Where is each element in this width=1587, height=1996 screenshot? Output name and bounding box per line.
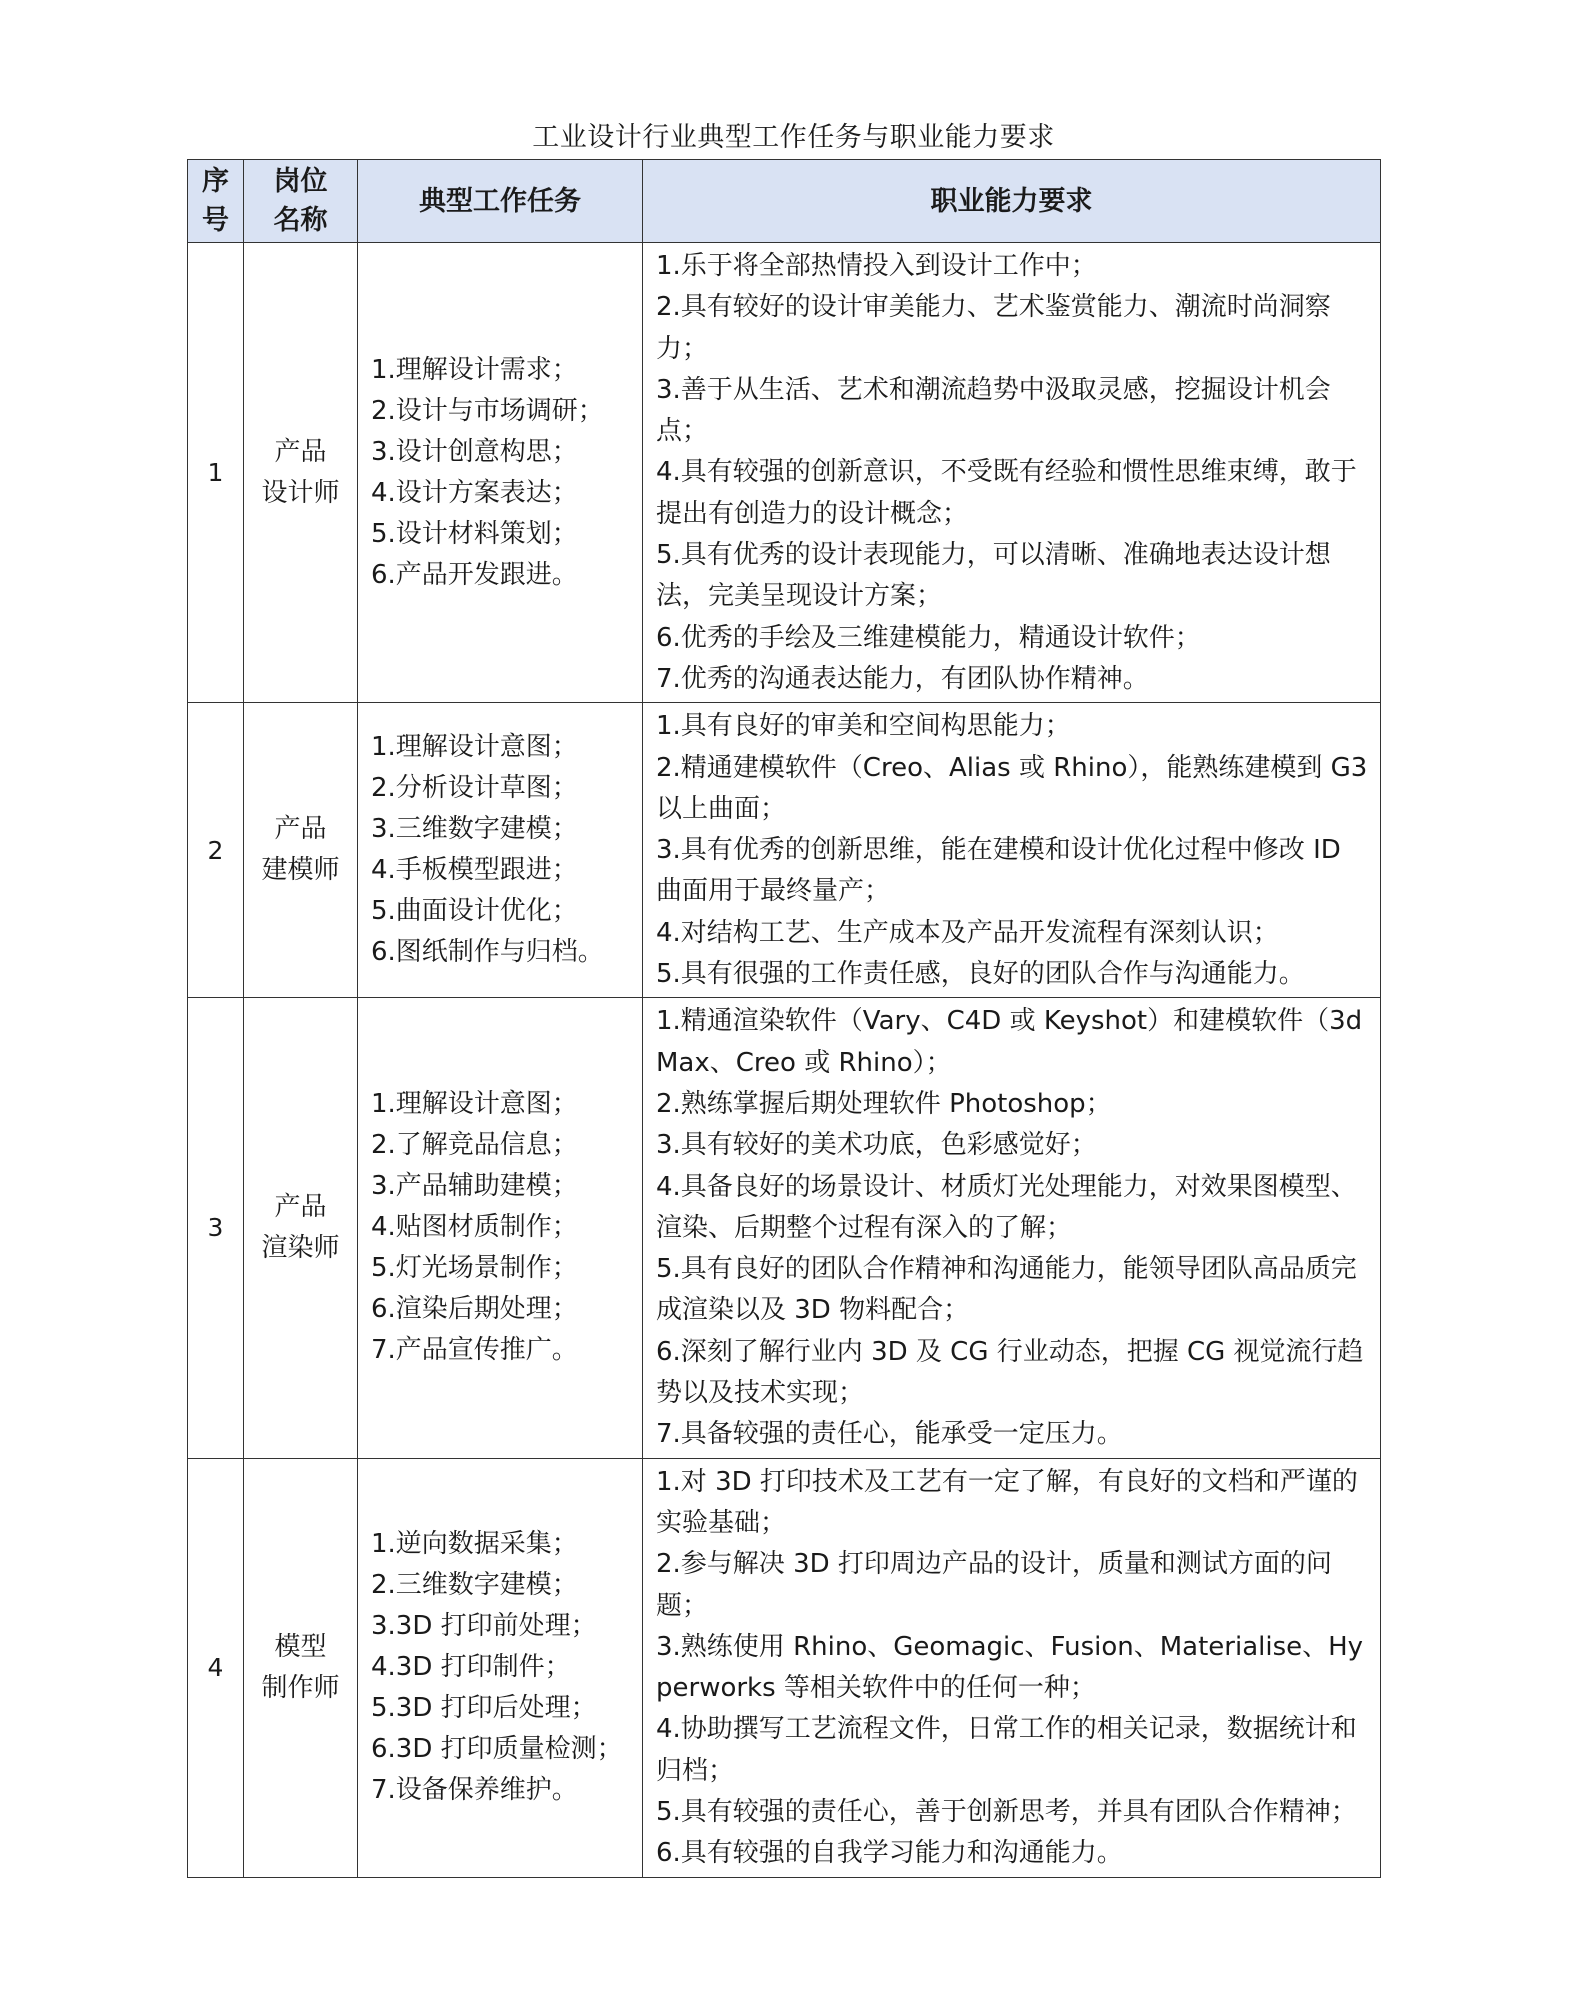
requirement-list — [643, 243, 1381, 703]
task-list — [358, 998, 643, 1458]
task-item: 3.产品辅助建模； — [371, 1171, 578, 1202]
task-list — [358, 1458, 643, 1877]
task-item: 1.理解设计意图； — [371, 1089, 578, 1120]
row-number: 4 — [188, 1458, 244, 1877]
requirement-item: 1.乐于将全部热情投入到设计工作中； — [656, 251, 1097, 281]
task-item: 1.逆向数据采集； — [371, 1529, 578, 1560]
task-item: 7.设备保养维护。 — [371, 1775, 578, 1806]
requirement-list — [643, 1458, 1381, 1877]
requirement-item: 3.具有较好的美术功底，色彩感觉好； — [656, 1130, 1097, 1161]
task-list — [358, 703, 643, 998]
task-item: 3.3D 打印前处理； — [371, 1611, 597, 1642]
header-position: 岗位 名称 — [244, 160, 358, 243]
requirement-list — [643, 998, 1381, 1458]
requirement-item: 2.具有较好的设计审美能力、艺术鉴赏能力、潮流时尚洞察力； — [656, 292, 1331, 364]
requirement-item: 1.精通渲染软件（Vary、C4D 或 Keyshot）和建模软件（3dMax、Creo 或 Rhino）； — [656, 1006, 1363, 1078]
position-name: 模型 制作师 — [244, 1458, 358, 1877]
task-item: 2.三维数字建模； — [371, 1570, 578, 1601]
task-item: 2.分析设计草图； — [371, 773, 578, 804]
task-item: 5.3D 打印后处理； — [371, 1693, 597, 1724]
table-row — [188, 1458, 1381, 1877]
requirement-item: 4.对结构工艺、生产成本及产品开发流程有深刻认识； — [656, 917, 1279, 948]
task-item: 7.产品宣传推广。 — [371, 1335, 578, 1366]
requirement-item: 2.参与解决 3D 打印周边产品的设计，质量和测试方面的问题； — [656, 1549, 1332, 1621]
requirement-item: 5.具有优秀的设计表现能力，可以清晰、准确地表达设计想法，完美呈现设计方案； — [656, 540, 1331, 612]
requirement-item: 6.优秀的手绘及三维建模能力，精通设计软件； — [656, 622, 1201, 653]
task-item: 3.设计创意构思； — [371, 436, 578, 467]
requirement-item: 4.具有较强的创新意识，不受既有经验和惯性思维束缚，敢于提出有创造力的设计概念； — [656, 457, 1357, 529]
task-item: 4.设计方案表达； — [371, 477, 578, 508]
task-item: 3.三维数字建模； — [371, 814, 578, 845]
task-item: 5.设计材料策划； — [371, 518, 578, 549]
header-requirements: 职业能力要求 — [643, 160, 1381, 243]
requirement-item: 7.具备较强的责任心，能承受一定压力。 — [656, 1419, 1123, 1450]
document-title: 工业设计行业典型工作任务与职业能力要求 — [532, 122, 1055, 153]
task-item: 5.曲面设计优化； — [371, 896, 578, 927]
task-item: 5.灯光场景制作； — [371, 1253, 578, 1284]
requirement-item: 1.对 3D 打印技术及工艺有一定了解，有良好的文档和严谨的实验基础； — [656, 1466, 1358, 1538]
requirement-item: 6.深刻了解行业内 3D 及 CG 行业动态，把握 CG 视觉流行趋势以及技术实现； — [656, 1336, 1364, 1409]
task-item: 4.3D 打印制件； — [371, 1652, 571, 1683]
task-item: 6.图纸制作与归档。 — [371, 937, 604, 968]
position-name: 产品 建模师 — [244, 703, 358, 998]
task-item: 1.理解设计意图； — [371, 732, 578, 763]
header-tasks: 典型工作任务 — [358, 160, 643, 243]
task-item: 6.3D 打印质量检测； — [371, 1734, 623, 1765]
table-row — [188, 243, 1381, 703]
requirement-item: 4.具备良好的场景设计、材质灯光处理能力，对效果图模型、渲染、后期整个过程有深入的了解； — [656, 1171, 1357, 1243]
task-item: 1.理解设计需求； — [371, 354, 578, 385]
table-header-row — [188, 160, 1381, 243]
requirement-item: 7.优秀的沟通表达能力，有团队协作精神。 — [656, 663, 1149, 694]
table-row — [188, 703, 1381, 998]
requirement-item: 3.熟练使用 Rhino、Geomagic、Fusion、Materialise、Hyperworks 等相关软件中的任何一种； — [656, 1631, 1364, 1704]
task-item: 6.渲染后期处理； — [371, 1294, 578, 1325]
task-item: 4.贴图材质制作； — [371, 1212, 578, 1243]
requirement-item: 3.具有优秀的创新思维，能在建模和设计优化过程中修改 ID 曲面用于最终量产； — [656, 835, 1341, 907]
header-num: 序 号 — [188, 160, 244, 243]
row-number: 2 — [188, 703, 244, 998]
requirement-item: 1.具有良好的审美和空间构思能力； — [656, 711, 1071, 742]
table-row — [188, 998, 1381, 1458]
requirement-item: 5.具有良好的团队合作精神和沟通能力，能领导团队高品质完成渲染以及 3D 物料配合； — [656, 1254, 1357, 1326]
task-item: 2.了解竞品信息； — [371, 1130, 578, 1161]
task-item: 4.手板模型跟进； — [371, 855, 578, 886]
requirement-item: 6.具有较强的自我学习能力和沟通能力。 — [656, 1838, 1123, 1869]
job-requirements-table — [187, 159, 1381, 1878]
position-name: 产品 设计师 — [244, 243, 358, 703]
task-item: 2.设计与市场调研； — [371, 395, 604, 426]
requirement-list — [643, 703, 1381, 998]
row-number: 1 — [188, 243, 244, 703]
task-item: 6.产品开发跟进。 — [371, 559, 578, 590]
requirement-item: 2.精通建模软件（Creo、Alias 或 Rhino），能熟练建模到 G3 以上曲面； — [656, 752, 1368, 824]
requirement-item: 5.具有很强的工作责任感，良好的团队合作与沟通能力。 — [656, 959, 1305, 990]
requirement-item: 4.协助撰写工艺流程文件，日常工作的相关记录，数据统计和归档； — [656, 1714, 1357, 1786]
requirement-item: 3.善于从生活、艺术和潮流趋势中汲取灵感，挖掘设计机会点； — [656, 374, 1331, 447]
requirement-item: 2.熟练掌握后期处理软件 Photoshop； — [656, 1088, 1112, 1119]
task-list — [358, 243, 643, 703]
row-number: 3 — [188, 998, 244, 1458]
position-name: 产品 渲染师 — [244, 998, 358, 1458]
requirement-item: 5.具有较强的责任心，善于创新思考，并具有团队合作精神； — [656, 1796, 1357, 1827]
